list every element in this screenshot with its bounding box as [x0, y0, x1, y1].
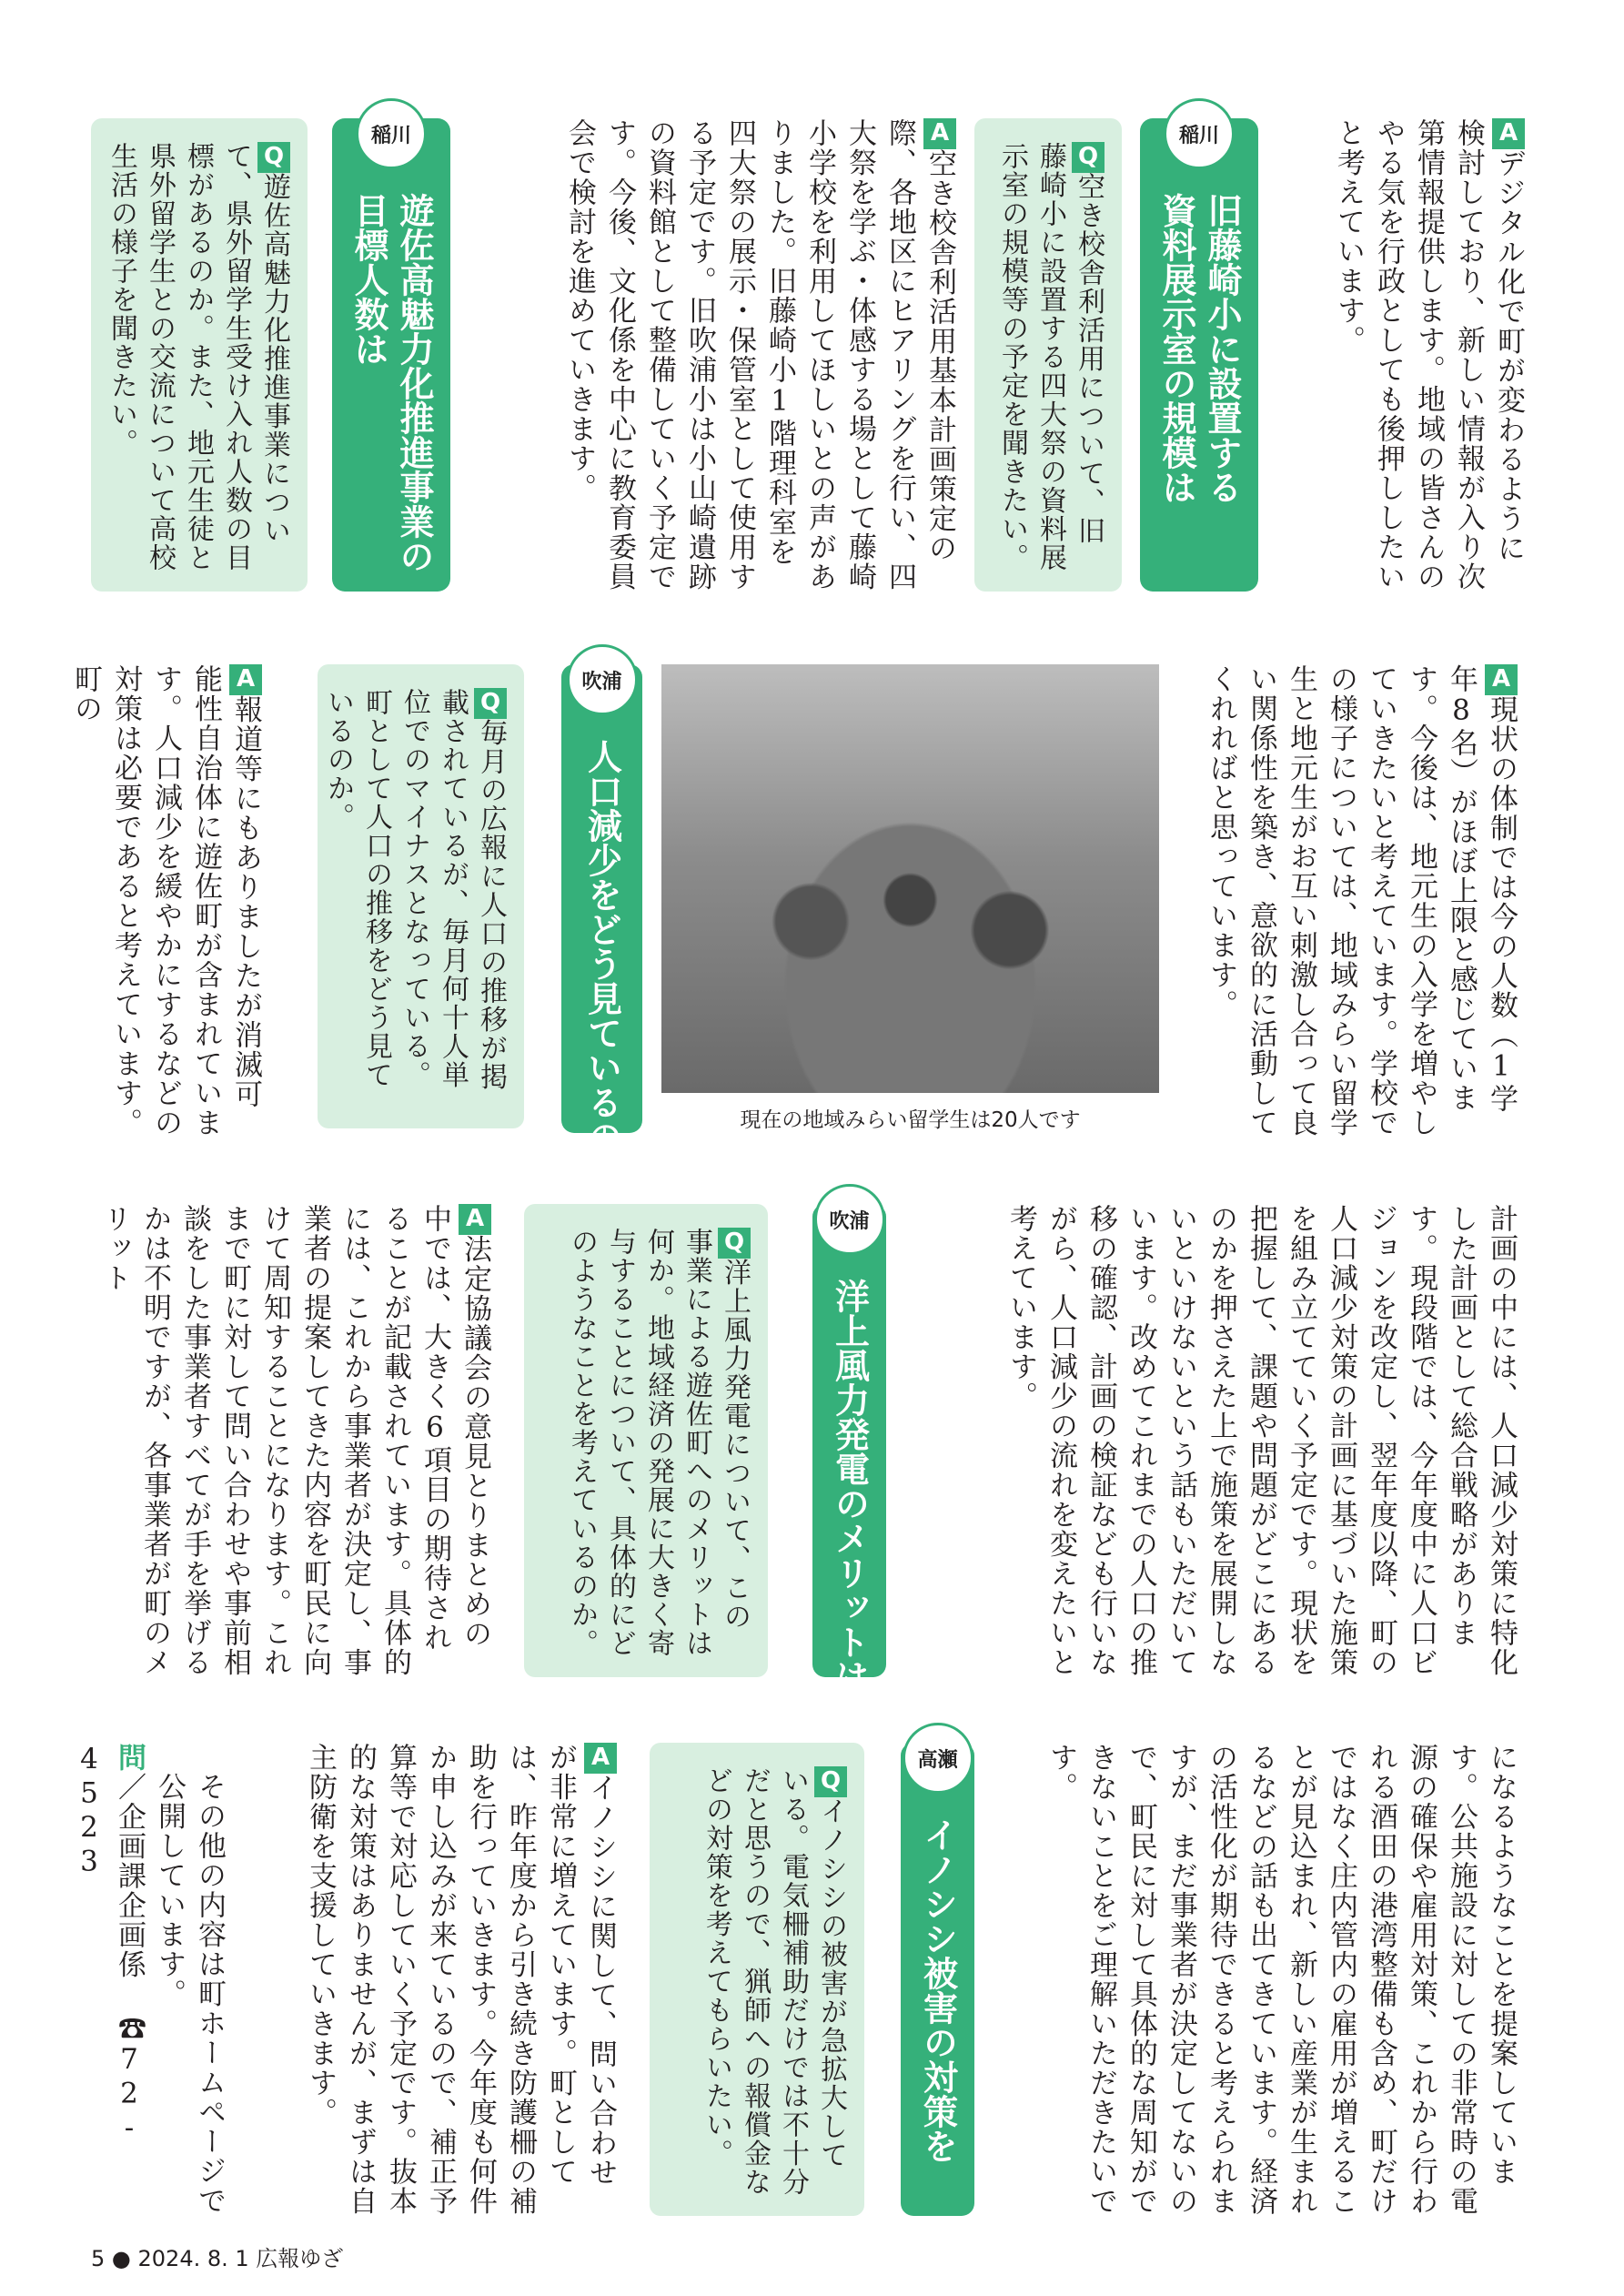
- question-badge: Q: [814, 1766, 847, 1797]
- answer-text: [66, 664, 266, 1138]
- page-number: 5: [91, 2246, 106, 2271]
- question-badge: Q: [474, 688, 507, 719]
- district-tag: 稲川: [1164, 98, 1235, 169]
- question-body: 毎月の広報に人口の推移が掲載されているが、毎月何十人単位でのマイナスとなっている。町として人口の推移をどう見ているのか。: [322, 688, 507, 1091]
- district-tag: 吹浦: [814, 1184, 885, 1255]
- answer-body: デジタル化で町が変わるように検討しており、新しい情報が入り次第情報提供します。地域の皆さんのやる気を行政としても後押ししたいと考えています。: [1332, 118, 1525, 592]
- answer-text-continued: になるようなことを提案しています。公共施設に対しての非常時の電源の確保や雇用対策、これから行われる酒田の港湾整備も含め、町だけではなく庄内管内の雇用が増えることが見込まれ、新しい産業が生まれるなどの話も出てきています。経済の活性化が期待できると考えられますが、まだ事業者が決定してないので、町民に対して具体的な周知ができないことをご理解いただきたいです。: [1044, 1743, 1518, 2216]
- question-text: [102, 142, 293, 573]
- question-body: イノシシの被害が急拡大している。電気柵補助だけでは不十分だと思うので、猟師への報償金などの対策を考えてもらいたい。: [701, 1766, 847, 2197]
- answer-body: 法定協議会の意見とりまとめの中では、大きく6項目の期待されることが記載されています。具体的には、これから事業者が決定し、事業者の提案してきた内容を町民に向けて周知することになります。これまで町に対して問い合わせや事前相談をした事業者すべてが手を挙げるかは不明ですが、各事業者が町のメリット: [98, 1204, 491, 1677]
- question-text: [562, 1228, 753, 1659]
- answer-body: 報道等にもありましたが消滅可能性自治体に遊佐町が含まれています。人口減少を緩やかにするなどの対策は必要であると考えています。町の: [69, 664, 262, 1138]
- answer-badge: A: [1492, 118, 1525, 149]
- answer-text: [560, 118, 960, 592]
- answer-badge: A: [229, 664, 262, 695]
- answer-badge: A: [923, 118, 956, 149]
- question-box: [91, 118, 308, 592]
- section-heading: [332, 118, 450, 592]
- closing-info: [69, 1743, 229, 2216]
- inquiry-text: ／企画課企画係 ☎72-4523: [73, 1743, 146, 2146]
- section-heading: [812, 1204, 886, 1694]
- district-tag: 稲川: [356, 98, 427, 169]
- question-box: [318, 664, 524, 1128]
- question-badge: Q: [718, 1228, 751, 1259]
- group-photo: [661, 664, 1159, 1093]
- answer-badge: A: [459, 1204, 491, 1235]
- question-box: [974, 118, 1122, 592]
- heading-text: イノシシ被害の対策を: [917, 1817, 958, 2163]
- heading-text: 旧藤崎小に設置する 資料展示室の規模は: [1156, 193, 1242, 504]
- answer-badge: A: [1485, 664, 1518, 695]
- question-body: 空き校舎利活用について、旧藤崎小に設置する四大祭の資料展示室の規模等の予定を聞きたい。: [996, 142, 1105, 572]
- heading-text: 遊佐高魅力化推進事業の 目標人数は: [348, 193, 434, 573]
- question-text: [993, 142, 1107, 573]
- heading-text: 人口減少をどう見ているのか: [581, 739, 622, 1188]
- question-body: 洋上風力発電について、この事業による遊佐町へのメリットは何か。地域経済の発展に大きく寄与することについて、具体的にどのようなことを考えているのか。: [566, 1228, 751, 1658]
- answer-body: イノシシに関して、問い合わせが非常に増えています。町としては、昨年度から引き続き防護柵の補助を行っていきます。今年度も何件か申し込みが来ているので、補正予算等で対応していく予定です。抜本的な対策はありませんが、まずは自主防衛を支援していきます。: [304, 1743, 617, 2216]
- answer-text: [1328, 118, 1528, 592]
- answer-text: [300, 1743, 620, 2216]
- heading-text: 洋上風力発電のメリットは: [829, 1279, 870, 1694]
- page-footer: [91, 2240, 343, 2272]
- inquiry-label: 問: [113, 1743, 146, 1773]
- publication-name: 広報ゆざ: [256, 2246, 344, 2271]
- photo-caption: 現在の地域みらい留学生は20人です: [740, 1108, 1081, 1132]
- closing-note: その他の内容は町ホームページで公開しています。: [153, 1772, 226, 2216]
- question-badge: Q: [1072, 142, 1105, 173]
- question-body: 遊佐高魅力化推進事業について、県外留学生受け入れ人数の目標があるのか。また、地元生徒と県外留学生との交流について高校生活の様子を聞きたい。: [106, 142, 290, 572]
- section-heading: [1140, 118, 1258, 592]
- answer-body: 現状の体制では今の人数（1学年8名）がほぼ上限と感じています。今後は、地元生の入学を増やしていきたいと考えています。学校での様子については、地域みらい留学生と地元生がお互い刺激し合って良い関係性を築き、意欲的に活動してくれればと思っています。: [1205, 664, 1518, 1138]
- answer-text: [1201, 664, 1521, 1138]
- question-text: [318, 688, 509, 1110]
- district-tag: 吹浦: [567, 644, 638, 715]
- question-text: [697, 1766, 850, 2198]
- answer-badge: A: [584, 1743, 617, 1774]
- inquiry-line: [69, 1743, 149, 2216]
- answer-text-continued: 計画の中には、人口減少対策に特化した計画として総合戦略があります。現段階では、今年度中に人口ビジョンを改定し、翌年度以降、町の人口減少対策の計画に基づいた施策を組み立てていく予定です。現状を把握して、課題や問題がどこにあるのかを押さえた上で施策を展開しないといけないという話もいただいています。改めてこれまでの人口の推移の確認、計画の検証なども行いながら、人口減少の流れを変えたいと考えています。: [1004, 1204, 1518, 1677]
- bullet-icon: ●: [111, 2246, 131, 2271]
- section-heading: [901, 1743, 974, 2216]
- answer-body: 空き校舎利活用基本計画策定の際、各地区にヒアリングを行い、四大祭を学ぶ・体感する場として藤崎小学校を利用してほしいとの声がありました。旧藤崎小1階理科室を四大祭の展示・保管室として使用する予定です。旧吹浦小は小山崎遺跡の資料館として整備していく予定です。今後、文化係を中心に教育委員会で検討を進めていきます。: [563, 118, 956, 592]
- district-tag: 高瀬: [903, 1723, 973, 1794]
- question-box: [524, 1204, 768, 1677]
- question-box: [650, 1743, 864, 2216]
- answer-text: [95, 1204, 495, 1677]
- section-heading: [561, 664, 642, 1188]
- issue-date: 2024. 8. 1: [137, 2246, 249, 2271]
- question-badge: Q: [257, 142, 290, 173]
